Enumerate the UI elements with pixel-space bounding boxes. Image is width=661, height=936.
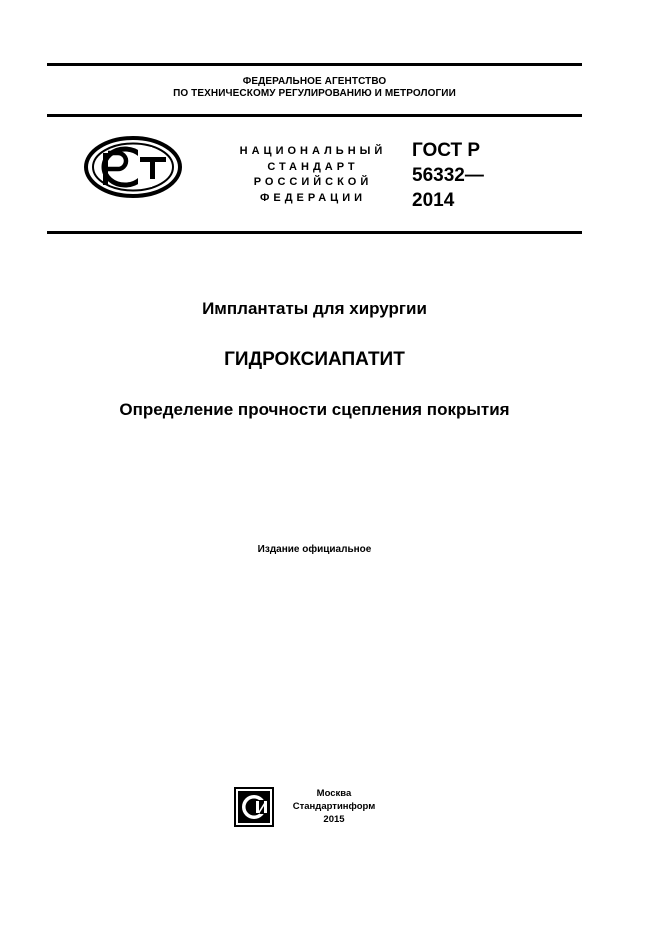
publisher-info (284, 787, 384, 826)
agency-line-2: ПО ТЕХНИЧЕСКОМУ РЕГУЛИРОВАНИЮ И МЕТРОЛОГИИ (173, 88, 456, 99)
gost-line-2: 56332— (412, 165, 484, 186)
national-line-2: СТАНДАРТ (267, 160, 359, 173)
publisher-logo-icon (234, 787, 274, 827)
national-line-1: НАЦИОНАЛЬНЫЙ (239, 145, 387, 157)
national-line-4: ФЕДЕРАЦИИ (259, 191, 367, 204)
gost-number (412, 138, 484, 213)
publisher-name: Стандартинформ (292, 801, 376, 812)
gost-line-1: ГОСТ Р (412, 140, 481, 161)
document-title-line-3: Определение прочности сцепления покрытия (119, 400, 510, 419)
publisher-year: 2015 (323, 814, 345, 825)
header-rule (47, 114, 582, 117)
agency-name (47, 76, 582, 100)
gost-line-3: 2014 (412, 190, 455, 211)
top-rule (47, 63, 582, 66)
rst-logo-icon (83, 135, 183, 199)
national-line-3: РОССИЙСКОЙ (253, 176, 373, 188)
publisher-city: Москва (316, 788, 352, 799)
document-title-line-1: Имплантаты для хирургии (202, 299, 427, 318)
national-standard-label (228, 144, 398, 206)
edition-label: Издание официальное (257, 544, 372, 555)
agency-line-1: ФЕДЕРАЛЬНОЕ АГЕНТСТВО (242, 76, 387, 87)
document-title-line-2: ГИДРОКСИАПАТИТ (224, 349, 405, 370)
header-bottom-rule (47, 231, 582, 234)
